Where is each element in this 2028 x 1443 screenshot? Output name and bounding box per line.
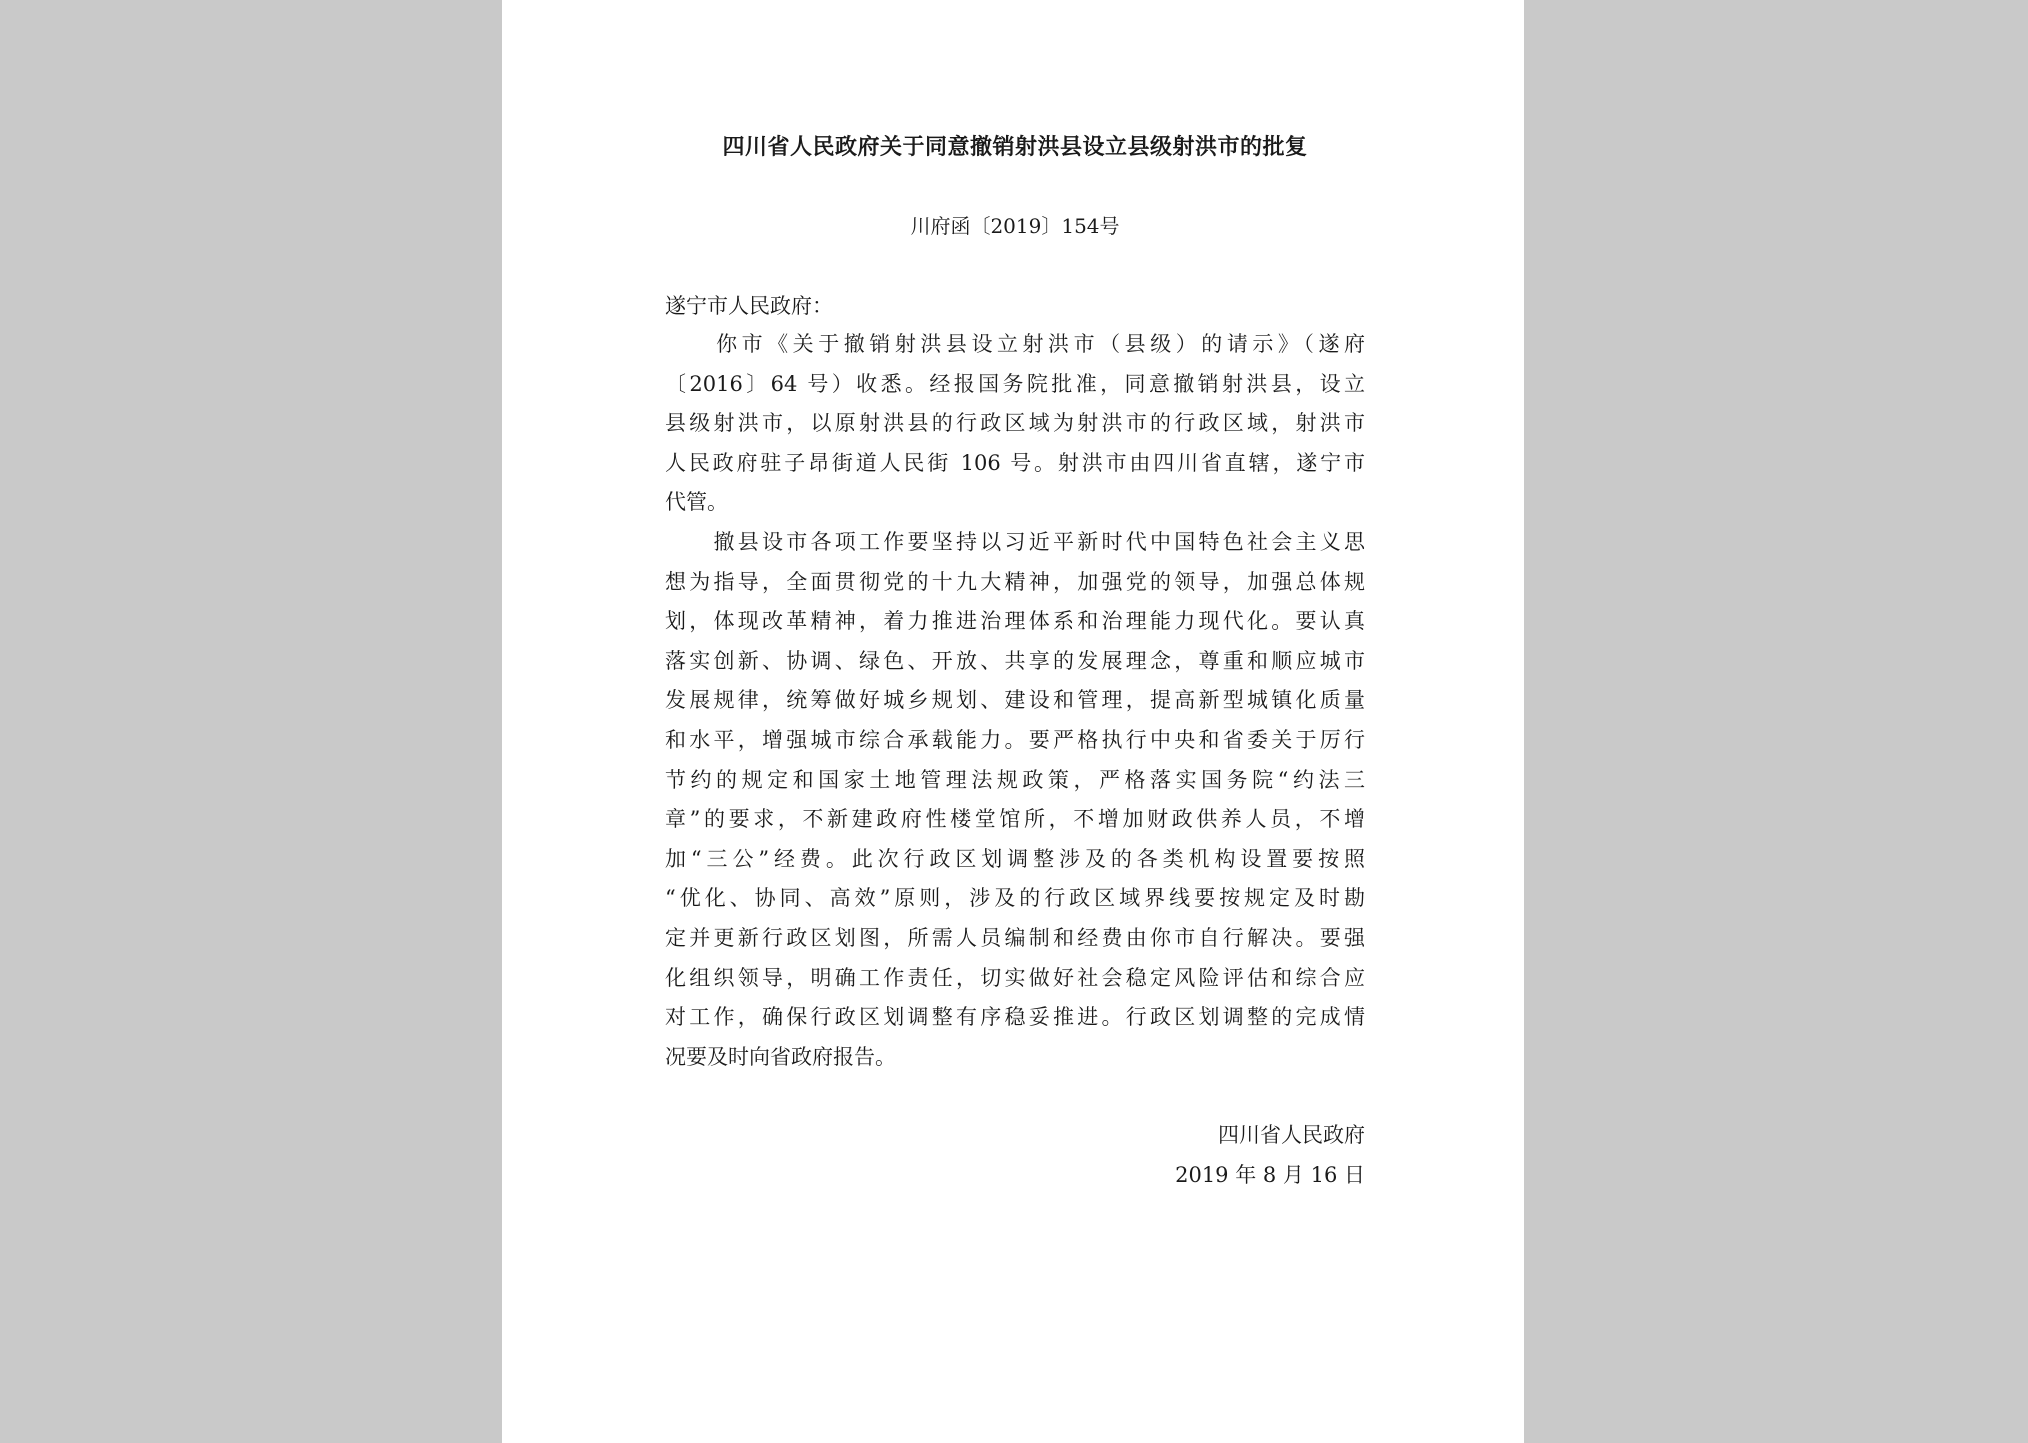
paragraph-line: 定并更新行政区划图，所需人员编制和经费由你市自行解决。要强 (665, 925, 1365, 950)
paragraph-line: 化组织领导，明确工作责任，切实做好社会稳定风险评估和综合应 (665, 965, 1365, 990)
salutation: 遂宁市人民政府： (665, 294, 833, 318)
paragraph-line: 你市《关于撤销射洪县设立射洪市（县级）的请示》（遂府 (665, 332, 1365, 356)
signature-block (665, 1115, 1365, 1195)
document-body (665, 325, 1365, 1077)
paragraph-1 (665, 325, 1365, 523)
paragraph-line: 章”的要求，不新建政府性楼堂馆所，不增加财政供养人员，不增 (665, 807, 1365, 832)
paragraph-line: 发展规律，统筹做好城乡规划、建设和管理，提高新型城镇化质量 (665, 688, 1365, 713)
paragraph-line: 代管。 (665, 490, 728, 515)
document-page (502, 0, 1524, 1443)
paragraph-line: 撤县设市各项工作要坚持以习近平新时代中国特色社会主义思 (665, 529, 1365, 554)
paragraph-line: 加“三公”经费。此次行政区划调整涉及的各类机构设置要按照 (665, 846, 1365, 871)
paragraph-line: 和水平，增强城市综合承载能力。要严格执行中央和省委关于厉行 (665, 727, 1365, 752)
paragraph-line: “优化、协同、高效”原则，涉及的行政区域界线要按规定及时勘 (665, 886, 1365, 911)
paragraph-line: 节约的规定和国家土地管理法规政策，严格落实国务院“约法三 (665, 767, 1365, 792)
paragraph-line: 想为指导，全面贯彻党的十九大精神，加强党的领导，加强总体规 (665, 569, 1365, 594)
paragraph-line: 〔2016〕64 号）收悉。经报国务院批准，同意撤销射洪县，设立 (665, 371, 1365, 396)
paragraph-line: 县级射洪市，以原射洪县的行政区域为射洪市的行政区域，射洪市 (665, 411, 1365, 436)
paragraph-line: 划，体现改革精神，着力推进治理体系和治理能力现代化。要认真 (665, 609, 1365, 634)
signature-date: 2019 年 8 月 16 日 (1175, 1163, 1365, 1187)
paragraph-line: 落实创新、协调、绿色、开放、共享的发展理念，尊重和顺应城市 (665, 648, 1365, 673)
document-number: 川府函〔2019〕154号 (910, 214, 1120, 238)
document-title: 四川省人民政府关于同意撤销射洪县设立县级射洪市的批复 (722, 134, 1308, 160)
paragraph-line: 对工作，确保行政区划调整有序稳妥推进。行政区划调整的完成情 (665, 1005, 1365, 1030)
signature-org: 四川省人民政府 (1218, 1123, 1365, 1147)
paragraph-2 (665, 523, 1365, 1077)
paragraph-line: 况要及时向省政府报告。 (665, 1044, 896, 1069)
paragraph-line: 人民政府驻子昂街道人民街 106 号。射洪市由四川省直辖，遂宁市 (665, 450, 1365, 475)
